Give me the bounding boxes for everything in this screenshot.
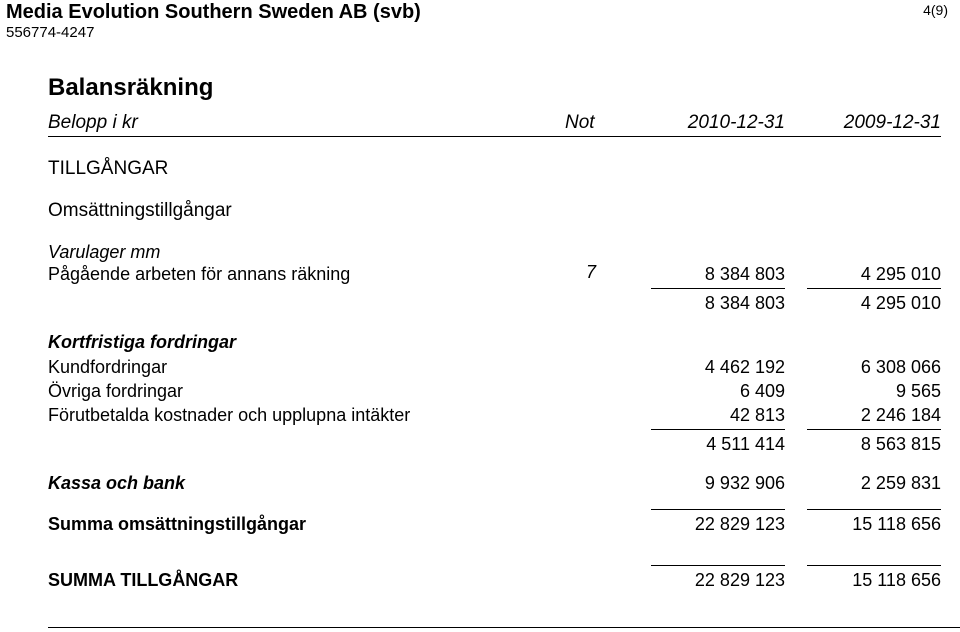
column-header-note: Not [565,112,595,133]
grand-total-rule-current [651,565,785,566]
row-current-total-assets: 22 829 123 [694,570,785,590]
row-previous-work-in-progress: 4 295 010 [860,264,941,284]
organization-number: 556774-4247 [6,24,95,41]
subtotal-rule-previous [807,288,941,289]
row-label-work-in-progress: Pågående arbeten för annans räkning [48,264,351,284]
row-note-work-in-progress: 7 [586,262,597,282]
row-previous-trade-receivables: 6 308 066 [860,357,941,377]
row-label-total-assets: SUMMA TILLGÅNGAR [48,570,239,590]
column-header-amount: Belopp i kr [48,112,138,133]
section-heading-receivables: Kortfristiga fordringar [48,332,237,352]
subtotal-rule-current [651,288,785,289]
section-heading-assets: TILLGÅNGAR [48,158,169,179]
column-header-current-year: 2010-12-31 [687,112,785,133]
company-name: Media Evolution Southern Sweden AB (svb) [6,1,421,23]
row-current-prepaid-expenses: 42 813 [729,405,785,425]
page-title: Balansräkning [48,74,214,101]
row-label-other-receivables: Övriga fordringar [48,381,184,401]
row-previous-cash: 2 259 831 [860,473,941,493]
header-divider [48,136,941,137]
section-heading-inventory: Varulager mm [48,242,161,262]
row-previous-total-current-assets: 15 118 656 [852,514,941,534]
row-previous-other-receivables: 9 565 [895,381,941,401]
row-current-cash: 9 932 906 [704,473,785,493]
total-rule-previous [807,509,941,510]
row-label-cash: Kassa och bank [48,473,186,493]
grand-total-rule-previous [807,565,941,566]
subtotal-rule-current [651,429,785,430]
subtotal-current-inventory: 8 384 803 [704,293,785,313]
page-number: 4(9) [923,2,948,18]
row-label-trade-receivables: Kundfordringar [48,357,168,377]
section-heading-current-assets: Omsättningstillgångar [48,200,232,221]
subtotal-current-receivables: 4 511 414 [706,434,785,454]
bottom-divider [48,627,960,628]
row-label-prepaid-expenses: Förutbetalda kostnader och upplupna intäkter [48,405,411,425]
column-header-previous-year: 2009-12-31 [843,112,941,133]
row-current-work-in-progress: 8 384 803 [704,264,785,284]
total-rule-current [651,509,785,510]
subtotal-previous-receivables: 8 563 815 [860,434,941,454]
row-previous-total-assets: 15 118 656 [852,570,941,590]
row-current-total-current-assets: 22 829 123 [694,514,785,534]
subtotal-rule-previous [807,429,941,430]
subtotal-previous-inventory: 4 295 010 [860,293,941,313]
row-current-trade-receivables: 4 462 192 [704,357,785,377]
row-current-other-receivables: 6 409 [739,381,785,401]
row-label-total-current-assets: Summa omsättningstillgångar [48,514,307,534]
row-previous-prepaid-expenses: 2 246 184 [860,405,941,425]
